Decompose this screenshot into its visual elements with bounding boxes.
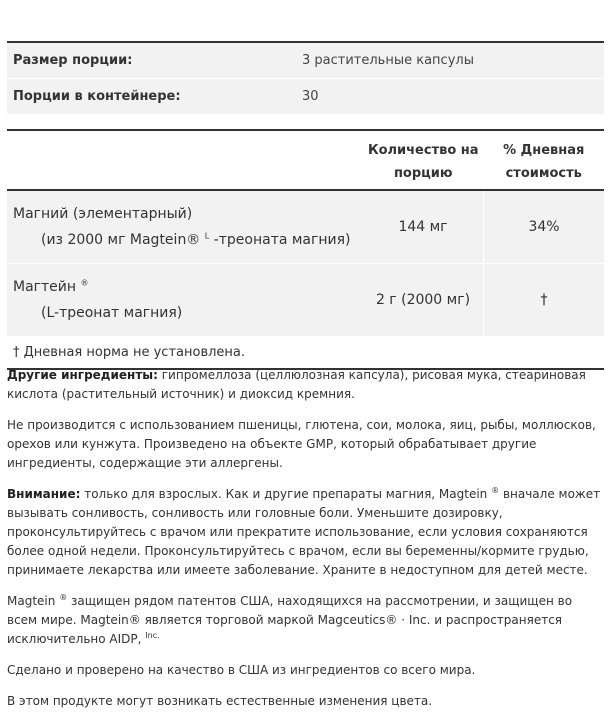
patent-statement [7,592,604,649]
supplement-facts [7,41,604,370]
allergen-statement: Не производится с использованием пшеницы, глютена, сои, молока, яиц, рыбы, моллюсков, орехов или кунжута. Произведено на объекте GMP, который обрабатывает другие ингредиенты, содержащие эти аллергены. [7,418,596,470]
dv-header-line1: % Дневная [503,143,585,158]
nutrient-name-main: Магний (элементарный) [13,206,193,222]
patent-text-2: защищен рядом патентов США, находящихся на рассмотрении, и защищен во всем мире. Magtein® является торговой маркой Magceutics® · Inc. и распространяется исключительно AIDP, [7,594,573,646]
patent-sup-1: ® [59,593,68,602]
nutrient-name [7,264,363,337]
dv-header [484,130,605,190]
amount-header-line1: Количество на [367,143,479,158]
nutrient-name-main: Магтейн [13,279,77,295]
serving-size-value: 3 растительные капсулы [296,42,604,79]
serving-size-label: Размер порции: [7,42,296,79]
warning [7,485,604,580]
product-description [7,366,604,723]
patent-text-1: Magtein [7,594,56,608]
nutrient-header-row [7,130,604,190]
nutrient-dv: 34% [484,190,605,264]
nutrient-row-magnesium [7,190,604,264]
made-in-usa: Сделано и проверено на качество в США из ингредиентов со всего мира. [7,663,476,677]
nutrient-name-sub: (L-треонат магния) [41,305,183,321]
warning-post: вначале может вызывать сонливость, сонливость или головные боли. Уменьшите дозировку, проконсультируйтесь с врачом или прекратите использование, если условия сохраняются более одной недели. Проконсультируйтесь с врачом, если вы беременны/кормите грудью, принимаете лекарства или имеете заболевание. Храните в недоступном для детей месте. [7,487,601,577]
nutrient-sub-sup: L [204,231,210,241]
nutrient-name-sub [13,227,357,253]
warning-label: Внимание: [7,487,81,501]
servings-per-container-label: Порции в контейнере: [7,79,296,115]
nutrient-name-sup: ® [80,278,89,288]
nutrient-row-magtein [7,264,604,337]
nutrient-sub-post: -треоната магния) [209,232,351,248]
other-ingredients [7,366,604,404]
nutrient-dv: † [484,264,605,337]
nutrient-amount: 144 мг [363,190,484,264]
servings-per-container-value: 30 [296,79,604,115]
nutrient-amount: 2 г (2000 мг) [363,264,484,337]
patent-sup-2: Inc. [145,631,160,640]
serving-info-table [7,41,604,115]
serving-size-row [7,42,604,79]
dv-header-line2: стоимость [505,166,582,181]
color-variation: В этом продукте могут возникать естественные изменения цвета. [7,694,433,708]
servings-per-container-row [7,79,604,115]
other-ingredients-label: Другие ингредиенты: [7,368,158,382]
nutrient-table [7,129,604,370]
warning-pre: только для взрослых. Как и другие препараты магния, Magtein [80,487,488,501]
warning-sup: ® [491,486,500,495]
nutrient-sub-pre: (из 2000 мг Magtein® [41,232,201,248]
other-ingredients-body: гипромеллоза (целлюлозная капсула), рисовая мука, стеариновая кислота (растительный источник) и диоксид кремния. [7,368,586,401]
amount-header [363,130,484,190]
nutrient-name [7,190,363,264]
amount-header-line2: порцию [393,166,453,181]
footnote: † Дневная норма не установлена. [7,337,604,370]
nutrient-header-blank [7,130,363,190]
footnote-row [7,337,604,370]
